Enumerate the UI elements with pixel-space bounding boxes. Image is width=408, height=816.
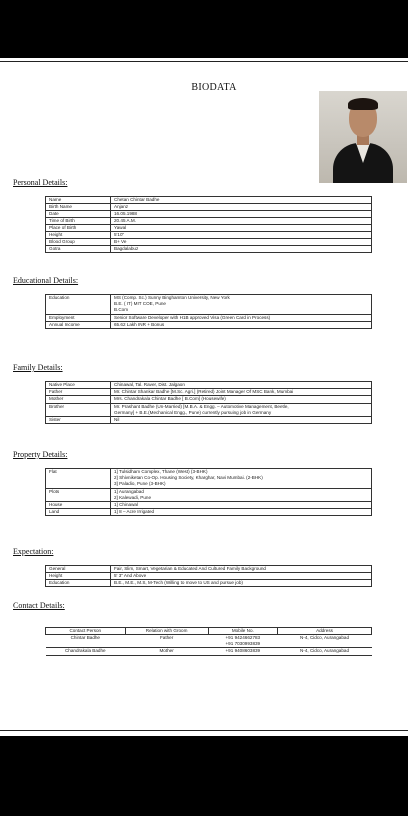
row-label: Education (46, 295, 111, 315)
table-cell: Mother (125, 648, 208, 655)
cell-line: Chinawal, Tal. Raver, Dist. Jalgaon (114, 382, 185, 387)
table-row (46, 580, 372, 587)
cell-line: B.E. ( IT) MIT COE, Pune (114, 301, 166, 307)
cell-line: Mrs. Chandrakala Chintar Badhe [ B.Com] (Housewife) (114, 396, 226, 402)
row-value (111, 509, 372, 516)
table-row (46, 389, 372, 396)
row-label: Date (46, 211, 111, 218)
row-label: Employment (46, 314, 111, 321)
table-row (46, 321, 372, 328)
table-row (46, 509, 372, 516)
table-row (46, 246, 372, 253)
table-row (46, 403, 372, 416)
table-row (46, 469, 372, 489)
row-value: 5'10" (111, 232, 372, 239)
table-row (46, 502, 372, 509)
cell-line: 1] Chinawal (114, 502, 139, 508)
table-cell: N-4, Cidco, Aurangabad (278, 635, 372, 648)
row-label: General (46, 566, 111, 573)
cell-line: 1] 8 – Acre Irrigated (114, 509, 155, 515)
row-label: Mother (46, 396, 111, 403)
cell-line: B.Com (114, 307, 129, 313)
row-value (111, 417, 372, 424)
row-value: Anjanz (111, 204, 372, 211)
row-label: Sister (46, 417, 111, 424)
cell-line: +91 9424662783 (225, 635, 261, 640)
cell-line: Mr. Prashant Badhe (Un-Married) [M.B.A. & Engg. – Automotive Management, Beetle, (114, 403, 289, 409)
row-value (111, 488, 372, 501)
row-label: Brother (46, 403, 111, 416)
row-value (111, 403, 372, 416)
table-row (46, 396, 372, 403)
row-value (111, 295, 372, 315)
table-cell: Chandrakala Badhe (46, 648, 126, 655)
table-row (46, 211, 372, 218)
row-value (111, 321, 372, 328)
table-row (46, 566, 372, 573)
section-property-heading: Property Details: (13, 450, 68, 459)
row-value: B+ Ve (111, 239, 372, 246)
table-row (46, 382, 372, 389)
cell-line: 1] Aurangabad (114, 488, 144, 494)
table-row (46, 635, 372, 648)
expectation-table (45, 565, 372, 587)
section-expectation-heading: Expectation: (13, 547, 54, 556)
row-label: Blood Group (46, 239, 111, 246)
cell-line: Mr. Chintar Shankar Badhe [M.Sc. Agri.] (Retired) Joint Manager Of MSC Bank, Mumbai (114, 389, 294, 395)
cell-line: Senior Software Developer with H1B approved Visa (Green Card in Process) (114, 314, 271, 320)
row-value (111, 382, 372, 389)
row-label: Land (46, 509, 111, 516)
row-label: Place of Birth (46, 225, 111, 232)
table-row (46, 417, 372, 424)
biodata-page (0, 58, 408, 736)
row-label: Flat (46, 469, 111, 489)
row-label: Time of Birth (46, 218, 111, 225)
section-education-heading: Educational Details: (13, 276, 79, 285)
row-value: Yawal (111, 225, 372, 232)
row-label: Birth Name (46, 204, 111, 211)
column-header: Address (278, 628, 372, 635)
table-cell: N-4, Cidco, Aurangabad (278, 648, 372, 655)
row-label: Father (46, 389, 111, 396)
row-label: Annual Income (46, 321, 111, 328)
bottom-rule (0, 730, 408, 731)
row-value (111, 469, 372, 489)
row-label: Native Place (46, 382, 111, 389)
table-cell (208, 648, 277, 655)
table-row (46, 295, 372, 315)
row-label: Height (46, 232, 111, 239)
row-value: 16.05.1988 (111, 211, 372, 218)
education-details-table (45, 294, 372, 329)
column-header: Contact Person (46, 628, 126, 635)
table-row (46, 232, 372, 239)
row-label: Height (46, 573, 111, 580)
row-label: Name (46, 197, 111, 204)
top-rule (0, 61, 408, 62)
section-personal-heading: Personal Details: (13, 178, 68, 187)
column-header: Relation with Groom (125, 628, 208, 635)
row-label: Plots (46, 488, 111, 501)
cell-line: +91 9408603839 (225, 648, 261, 654)
contact-table (45, 627, 372, 656)
row-value: B.E., M.E., M.S, M-Tech (Willing to move to US and pursue job) (111, 580, 372, 587)
cell-line: +91 7030993839 (225, 641, 261, 647)
cell-line: 2] Shivniketan Co-Op. Housing Society, Kharghar, Navi Mumbai. (2-BHK) (114, 475, 263, 481)
row-value: 5' 3" And Above (111, 573, 372, 580)
table-cell (208, 635, 277, 648)
table-row (46, 648, 372, 655)
table-row (46, 204, 372, 211)
row-value (111, 389, 372, 396)
cell-line: 2] Kalewadi, Pune (114, 494, 152, 500)
table-row (46, 314, 372, 321)
table-row (46, 488, 372, 501)
cell-line: 1] Tulsidham Complex, Thane (West) (3-BHK) (114, 469, 208, 474)
section-family-heading: Family Details: (13, 363, 63, 372)
property-details-table (45, 468, 372, 516)
personal-details-table (45, 196, 372, 253)
row-value: Bagdalabuz (111, 246, 372, 253)
row-value: Chetan Chintar Badhe (111, 197, 372, 204)
table-cell: Chintar Badhe (46, 635, 126, 648)
document-title: BIODATA (191, 82, 237, 93)
row-value (111, 314, 372, 321)
table-cell: Father (125, 635, 208, 648)
row-value: 20.45 A.M. (111, 218, 372, 225)
cell-line: Nil (114, 417, 120, 423)
row-value (111, 502, 372, 509)
row-value: Fair, Slim, Smart, Vegetarian & Educated And Cultured Family Background (111, 566, 372, 573)
table-row (46, 573, 372, 580)
table-row (46, 218, 372, 225)
column-header: Mobile No. (208, 628, 277, 635)
cell-line: 65.62 Lakh INR + Bonus (114, 321, 165, 327)
row-label: House (46, 502, 111, 509)
cell-line: 3] Paladio, Pune (3-BHK) (114, 481, 166, 487)
family-details-table (45, 381, 372, 424)
section-contact-heading: Contact Details: (13, 601, 65, 610)
table-row (46, 225, 372, 232)
row-value (111, 396, 372, 403)
table-row (46, 239, 372, 246)
row-label: Gotra (46, 246, 111, 253)
profile-photo (319, 91, 407, 183)
cell-line: Germany] + B.E.(Mechanical Engg., Pune) currently pursuing job in Germany (114, 409, 272, 415)
cell-line: MS (Comp. Sc.) Sunny Binghamton University, New York (114, 295, 230, 300)
row-label: Education (46, 580, 111, 587)
table-row (46, 197, 372, 204)
